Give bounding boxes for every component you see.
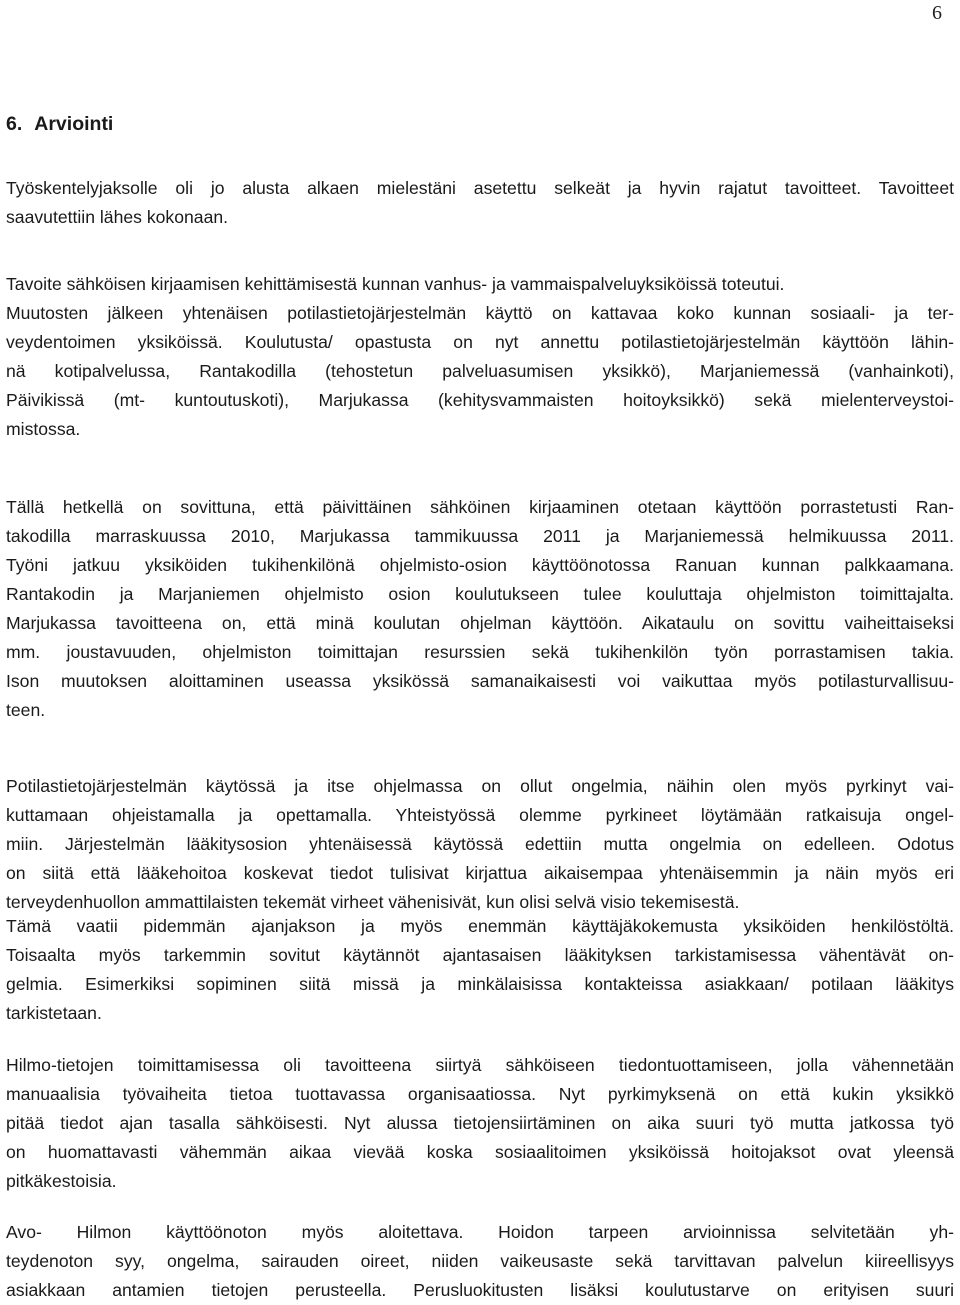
text-line: mistossa.	[6, 419, 81, 439]
text-line: Ison muutoksen aloittaminen useassa yksikössä samanaikaisesti voi vaikuttaa myös potilasturvallisuu-	[6, 671, 954, 691]
paragraph-schedule	[6, 493, 954, 725]
text-line: tarkistetaan.	[6, 1003, 102, 1023]
text-line: Päivikissä (mt- kuntoutuskoti), Marjukassa (kehitysvammaisten hoitoyksikkö) sekä mielenterveystoi-	[6, 390, 954, 410]
text-line: Työni jatkuu yksiköiden tukihenkilönä ohjelmisto-osion käyttöönotossa Ranuan kunnan palkkaamana.	[6, 555, 954, 575]
text-line: miin. Järjestelmän lääkitysosion yhtenäisessä käytössä edettiin mutta ongelmia on edelleen. Odotus	[6, 834, 954, 854]
text-line: kuttamaan ohjeistamalla ja opettamalla. Yhteistyössä olemme pyrkineet löytämään ratkaisuja ongel-	[6, 805, 954, 825]
text-line: Muutosten jälkeen yhtenäisen potilastietojärjestelmän käyttö on kattavaa koko kunnan sosiaali- ja ter-	[6, 303, 954, 323]
text-line: Tällä hetkellä on sovittuna, että päivittäinen sähköinen kirjaaminen otetaan käyttöön porrastetusti Ran-	[6, 497, 954, 517]
paragraph-experience	[6, 912, 954, 1028]
text-line: gelmia. Esimerkiksi sopiminen siitä missä ja minkälaisissa kontakteissa asiakkaan/ potilaan lääkitys	[6, 974, 954, 994]
text-line: asiakkaan antamien tietojen perusteella. Perusluokitusten lisäksi koulutustarve on erityisen suuri	[6, 1280, 954, 1300]
text-line: on huomattavasti vähemmän aikaa vievää koska sosiaalitoimen yksiköissä hoitojaksot ovat yleensä	[6, 1142, 954, 1162]
text-line: Avo- Hilmon käyttöönoton myös aloitettava. Hoidon tarpeen arvioinnissa selvitetään yh-	[6, 1222, 954, 1242]
section-heading	[6, 113, 113, 136]
text-line: Työskentelyjaksolle oli jo alusta alkaen mielestäni asetettu selkeät ja hyvin rajatut tavoitteet. Tavoitteet	[6, 178, 954, 198]
paragraph-hilmo	[6, 1051, 954, 1196]
text-line: pitkäkestoisia.	[6, 1171, 117, 1191]
text-line: on siitä että lääkehoitoa koskevat tiedot tulisivat kirjattua aikaisempaa yhtenäisemmin ja näin myös eri	[6, 863, 954, 883]
paragraph-goals	[6, 174, 954, 232]
text-line: teydenoton syy, ongelma, sairauden oireet, niiden vaikeusaste sekä tarvittavan palvelun kiireellisyys	[6, 1251, 954, 1271]
text-line: takodilla marraskuussa 2010, Marjukassa tammikuussa 2011 ja Marjaniemessä helmikuussa 2011.	[6, 526, 954, 546]
paragraph-problems	[6, 772, 954, 917]
text-line: Potilastietojärjestelmän käytössä ja itse ohjelmassa on ollut ongelmia, näihin olen myös pyrkinyt vai-	[6, 776, 954, 796]
text-line: saavutettiin lähes kokonaan.	[6, 207, 229, 227]
paragraph-electronic-recording	[6, 270, 954, 444]
text-line: veydentoimen yksiköissä. Koulutusta/ opastusta on nyt annettu potilastietojärjestelmän käyttöön lähin-	[6, 332, 954, 352]
section-title: Arviointi	[34, 113, 114, 135]
text-line: Rantakodin ja Marjaniemen ohjelmisto osion koulutukseen tulee kouluttaja ohjelmiston toimittajalta.	[6, 584, 954, 604]
text-line: Marjukassa tavoitteena on, että minä koulutan ohjelman käyttöön. Aikataulu on sovittu vaiheittaiseksi	[6, 613, 954, 633]
page-number: 6	[932, 2, 942, 24]
paragraph-avo-hilmo	[6, 1218, 954, 1305]
text-line: mm. joustavuuden, ohjelmiston toimittajan resurssien sekä tukihenkilön työn porrastamisen takia.	[6, 642, 954, 662]
text-line: Tämä vaatii pidemmän ajanjakson ja myös enemmän käyttäjäkokemusta yksiköiden henkilöstöltä.	[6, 916, 954, 936]
text-line: Hilmo-tietojen toimittamisessa oli tavoitteena siirtyä sähköiseen tiedontuottamiseen, jolla vähennetään	[6, 1055, 954, 1075]
text-line: pitää tiedot ajan tasalla sähköisesti. Nyt alussa tietojensiirtäminen on aika suuri työ mutta jatkossa työ	[6, 1113, 954, 1133]
text-line: teen.	[6, 700, 46, 720]
text-line: Tavoite sähköisen kirjaamisen kehittämisestä kunnan vanhus- ja vammaispalveluyksiköissä toteutui.	[6, 274, 785, 294]
text-line: Toisaalta myös tarkemmin sovitut käytännöt ajantasaisen lääkityksen tarkistamisessa vähentävät on-	[6, 945, 954, 965]
text-line: nä kotipalvelussa, Rantakodilla (tehostetun palveluasumisen yksikkö), Marjaniemessä (vanhainkoti),	[6, 361, 954, 381]
text-line: manuaalisia työvaiheita tietoa tuottavassa organisaatiossa. Nyt pyrkimyksenä on että kukin yksikkö	[6, 1084, 954, 1104]
section-number: 6.	[6, 113, 23, 135]
text-line: terveydenhuollon ammattilaisten tekemät virheet vähenisivät, kun olisi selvä visio tekemisestä.	[6, 892, 740, 912]
